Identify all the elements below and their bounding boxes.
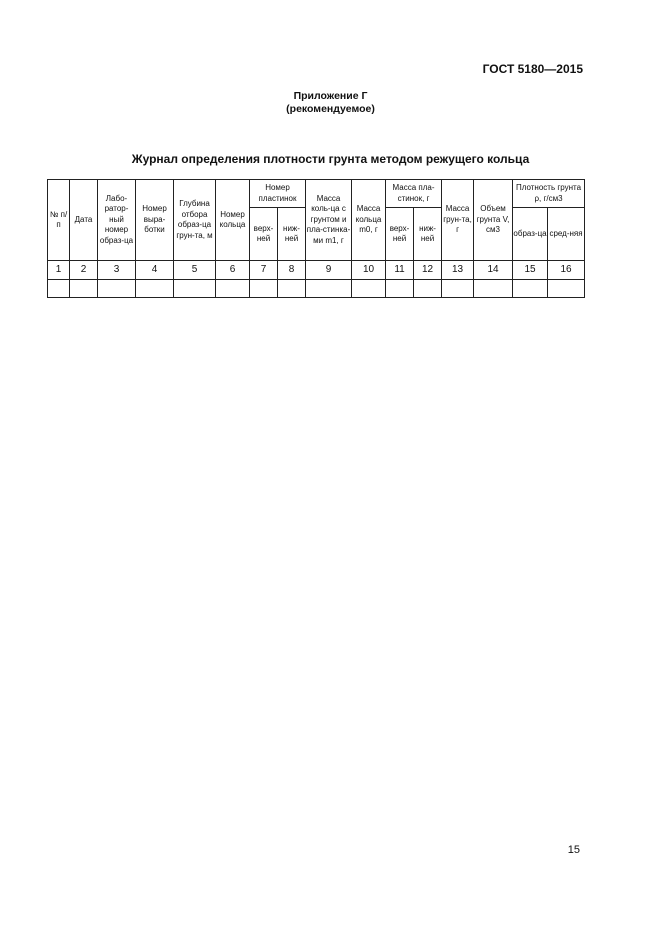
empty-cell — [548, 280, 585, 298]
empty-cell — [513, 280, 548, 298]
col-header-soil-volume: Объем грунта V, см3 — [474, 180, 513, 261]
column-number: 3 — [98, 261, 136, 280]
empty-cell — [216, 280, 250, 298]
col-header-ring-number: Номер кольца — [216, 180, 250, 261]
column-number: 11 — [386, 261, 414, 280]
col-header-number: № п/п — [48, 180, 70, 261]
empty-cell — [174, 280, 216, 298]
empty-cell — [474, 280, 513, 298]
col-header-plate-mass-upper: верх-ней — [386, 208, 414, 261]
empty-cell — [48, 280, 70, 298]
empty-cell — [136, 280, 174, 298]
column-number: 7 — [250, 261, 278, 280]
empty-cell — [386, 280, 414, 298]
col-header-ring-soil-mass: Масса коль-ца с грунтом и пла-стинка-ми m1, г — [306, 180, 352, 261]
col-header-plate-upper: верх-ней — [250, 208, 278, 261]
column-number: 9 — [306, 261, 352, 280]
empty-cell — [352, 280, 386, 298]
col-header-plate-lower: ниж-ней — [278, 208, 306, 261]
group-header-density: Плотность грунта ρ, г/см3 — [513, 180, 585, 208]
column-number: 8 — [278, 261, 306, 280]
empty-cell — [278, 280, 306, 298]
appendix-title: Приложение Г — [293, 90, 368, 102]
column-number: 10 — [352, 261, 386, 280]
col-header-plate-mass-lower: ниж-ней — [414, 208, 442, 261]
appendix-heading — [0, 90, 661, 116]
column-number: 6 — [216, 261, 250, 280]
col-header-depth: Глубина отбора образ-ца грун-та, м — [174, 180, 216, 261]
header-row-top — [48, 180, 585, 208]
col-header-soil-mass: Масса грун-та, г — [442, 180, 474, 261]
journal-title: Журнал определения плотности грунта методом режущего кольца — [131, 152, 530, 166]
empty-cell — [250, 280, 278, 298]
column-number: 1 — [48, 261, 70, 280]
column-number: 5 — [174, 261, 216, 280]
column-number: 16 — [548, 261, 585, 280]
column-number: 2 — [70, 261, 98, 280]
page-number: 15 — [567, 844, 580, 856]
column-number: 12 — [414, 261, 442, 280]
appendix-subtitle: (рекомендуемое) — [286, 103, 375, 115]
column-number: 4 — [136, 261, 174, 280]
col-header-date: Дата — [70, 180, 98, 261]
empty-cell — [414, 280, 442, 298]
column-number: 14 — [474, 261, 513, 280]
group-header-plate-mass: Масса пла-стинок, г — [386, 180, 442, 208]
column-number: 15 — [513, 261, 548, 280]
empty-data-row — [48, 280, 585, 298]
col-header-density-sample: образ-ца — [513, 208, 548, 261]
col-header-ring-mass: Масса кольца m0, г — [352, 180, 386, 261]
group-header-plates: Номер пластинок — [250, 180, 306, 208]
col-header-density-average: сред-няя — [548, 208, 585, 261]
document-code: ГОСТ 5180—2015 — [482, 62, 583, 76]
col-header-working-number: Номер выра-ботки — [136, 180, 174, 261]
column-number: 13 — [442, 261, 474, 280]
empty-cell — [70, 280, 98, 298]
empty-cell — [442, 280, 474, 298]
empty-cell — [306, 280, 352, 298]
column-number-row — [48, 261, 585, 280]
journal-table — [47, 179, 585, 298]
empty-cell — [98, 280, 136, 298]
col-header-lab-number: Лабо-ратор-ный номер образ-ца — [98, 180, 136, 261]
